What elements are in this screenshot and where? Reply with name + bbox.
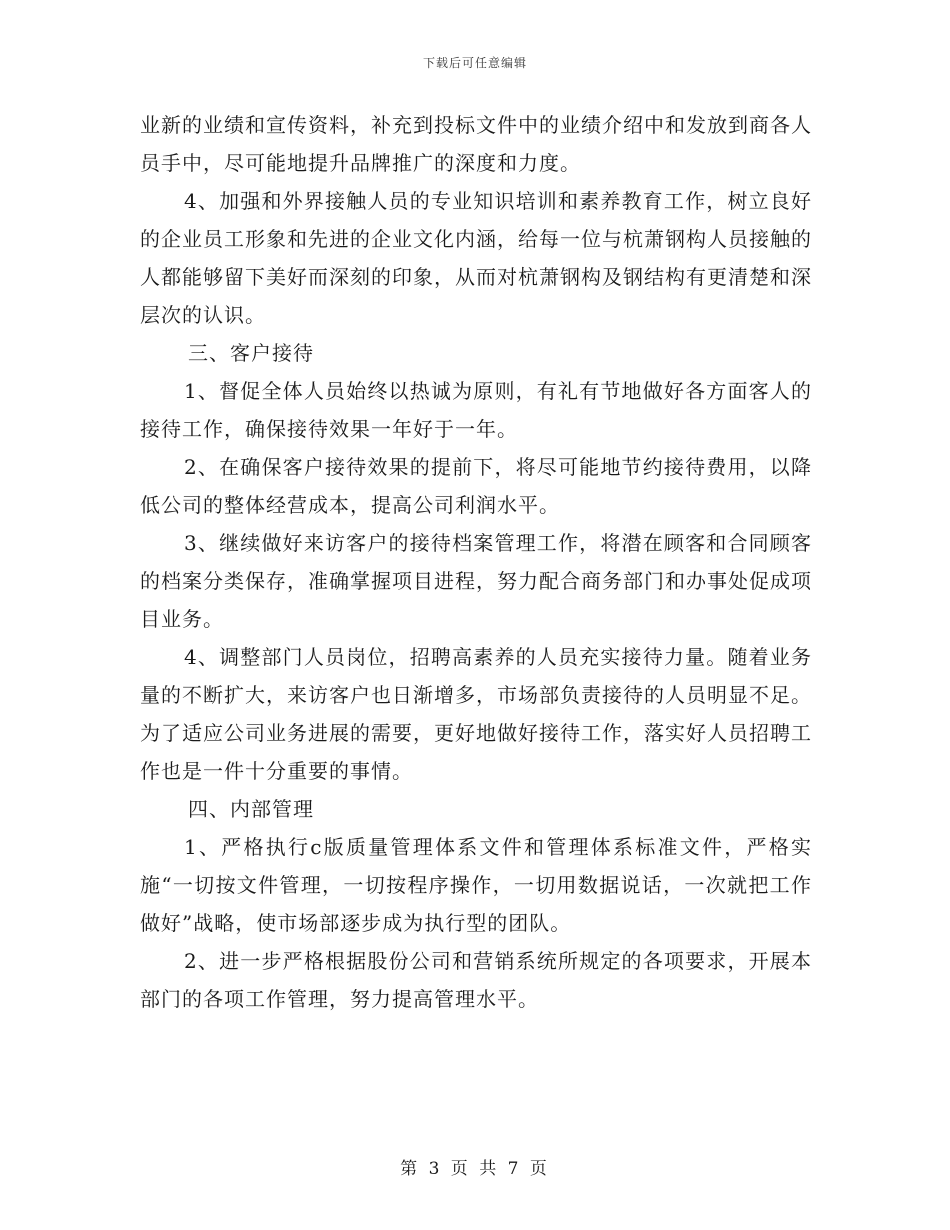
page-header: 下载后可任意编辑	[422, 56, 527, 70]
paragraph-continuation: 业新的业绩和宣传资料，补充到投标文件中的业绩介绍中和发放到商各人员手中，尽可能地提升品牌推广的深度和力度。	[140, 113, 812, 175]
paragraph-item-1-reception: 1、督促全体人员始终以热诚为原则，有礼有节地做好各方面客人的接待工作，确保接待效果一年好于一年。	[140, 379, 812, 441]
paragraph-item-4-training: 4、加强和外界接触人员的专业知识培训和素养教育工作，树立良好的企业员工形象和先进的企业文化内涵，给每一位与杭萧钢构人员接触的人都能够留下美好而深刻的印象，从而对杭萧钢构及钢结构有更清楚和深层次的认识。	[140, 189, 812, 327]
paragraph-item-3-archive: 3、继续做好来访客户的接待档案管理工作，将潜在顾客和合同顾客的档案分类保存，准确掌握项目进程，努力配合商务部门和办事处促成项目业务。	[140, 531, 812, 631]
paragraph-item-2-cost: 2、在确保客户接待效果的提前下，将尽可能地节约接待费用，以降低公司的整体经营成本，提高公司利润水平。	[140, 455, 812, 517]
section-heading-internal-management: 四、内部管理	[188, 797, 314, 821]
paragraph-item-4-staffing: 4、调整部门人员岗位，招聘高素养的人员充实接待力量。随着业务量的不断扩大，来访客户也日渐增多，市场部负责接待的人员明显不足。为了适应公司业务进展的需要，更好地做好接待工作，落实好人员招聘工作也是一件十分重要的事情。	[140, 645, 812, 783]
paragraph-item-1-quality-system: 1、严格执行c版质量管理体系文件和管理体系标准文件，严格实施“一切按文件管理，一切按程序操作，一切用数据说话，一次就把工作做好”战略，使市场部逐步成为执行型的团队。	[140, 835, 812, 935]
section-heading-customer-reception: 三、客户接待	[188, 341, 314, 365]
paragraph-item-2-management: 2、进一步严格根据股份公司和营销系统所规定的各项要求，开展本部门的各项工作管理，努力提高管理水平。	[140, 949, 812, 1011]
page-number-footer: 第 3 页 共 7 页	[400, 1159, 550, 1179]
document-body	[140, 106, 812, 1018]
